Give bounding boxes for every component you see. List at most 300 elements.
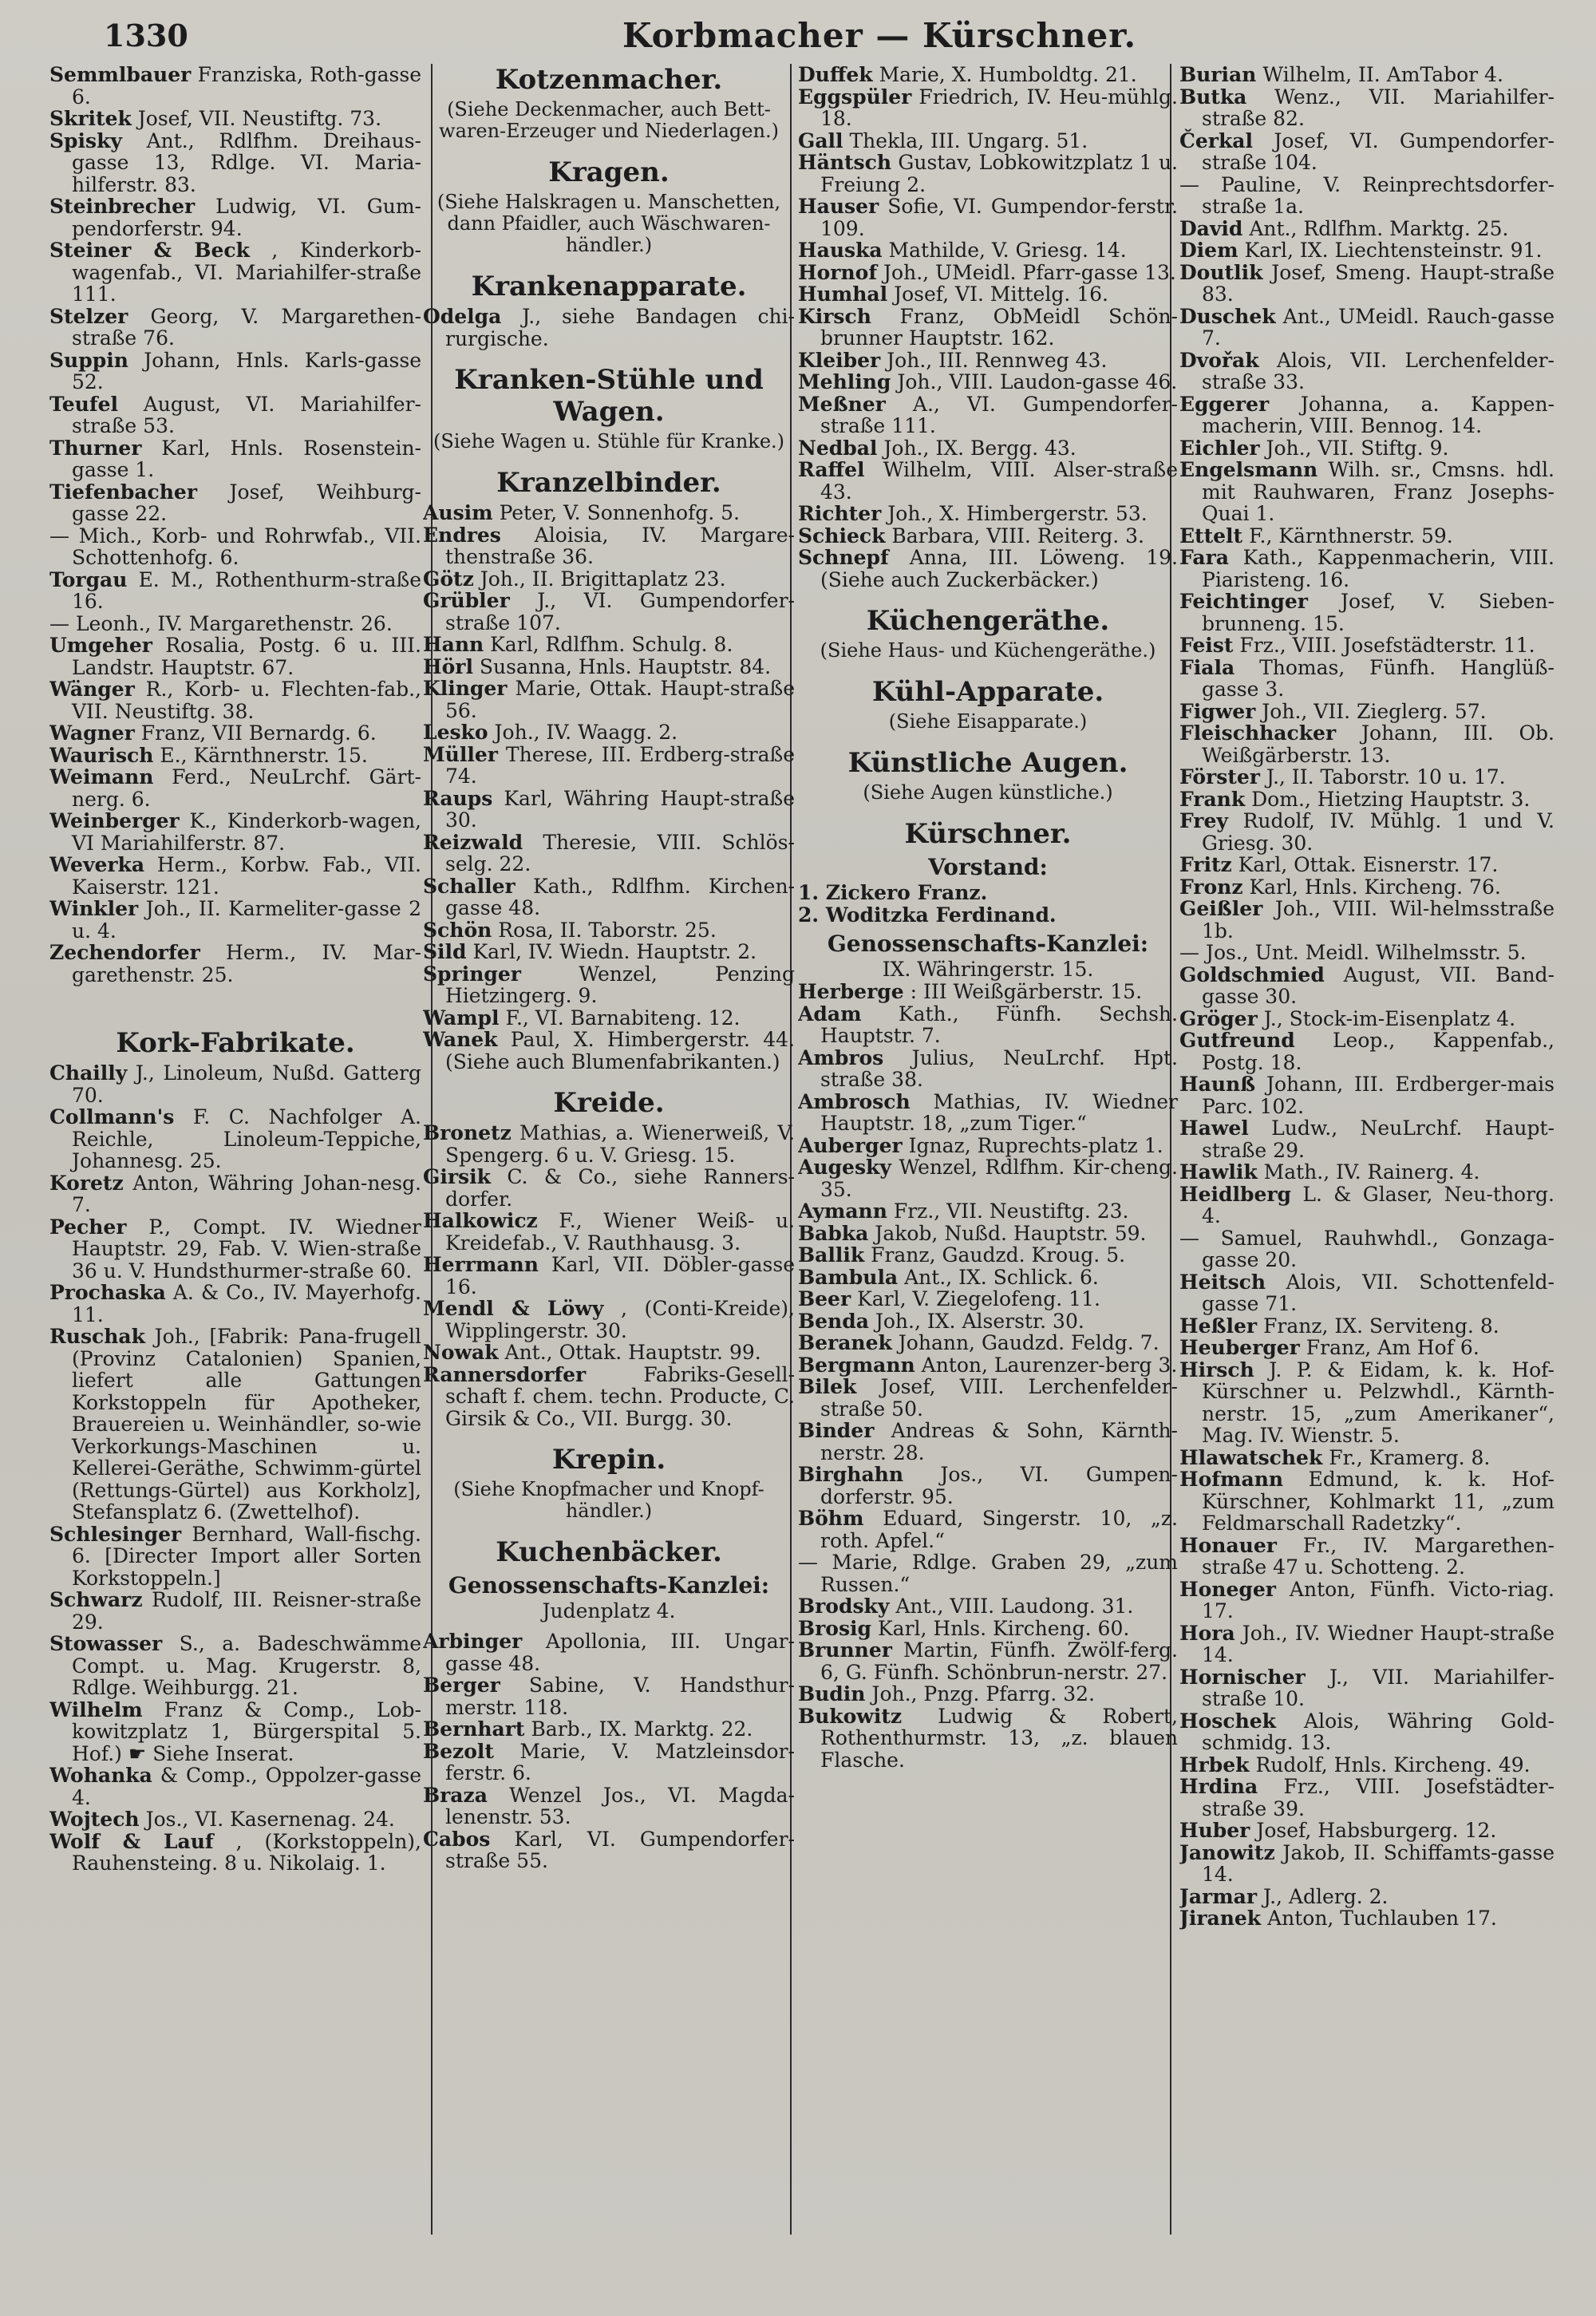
entry-name: Pecher <box>49 1215 127 1239</box>
entry-details: Aloisia, IV. Margare-thenstraße 36. <box>445 523 795 568</box>
entry-name: Wolf & Lauf <box>49 1829 214 1853</box>
directory-entry <box>1179 1776 1555 1820</box>
entry-details: R., Korb- u. Flechten-fab., VII. Neustiftg. 38. <box>72 678 421 723</box>
entry-name: Thurner <box>49 436 142 460</box>
directory-entry <box>49 239 421 306</box>
entry-name: Förster <box>1179 765 1260 788</box>
entry-list <box>798 981 1178 1771</box>
entry-name: Janowitz <box>1179 1840 1275 1864</box>
entry-name: Heuberger <box>1179 1336 1300 1359</box>
entry-name: Frey <box>1179 809 1228 832</box>
entry-name: Schlesinger <box>49 1522 182 1546</box>
entry-details: , (Korkstoppeln), Rauhensteing. 8 u. Nikolaig. 1. <box>72 1829 421 1875</box>
entry-name: Tiefenbacher <box>49 480 197 504</box>
directory-entry <box>1179 1710 1555 1754</box>
directory-entry <box>1179 1030 1555 1073</box>
directory-entry <box>49 1589 421 1633</box>
entry-details: Herm., IV. Mar-garethenstr. 25. <box>72 941 421 986</box>
directory-entry <box>1179 1468 1555 1535</box>
section-heading: Künstliche Augen. <box>847 747 1128 779</box>
directory-entry <box>1179 1337 1555 1359</box>
section-note: (Siehe Knopfmacher und Knopf-händler.) <box>453 1478 764 1522</box>
entry-name: Haunß <box>1179 1073 1256 1096</box>
entry-name: Augesky <box>798 1156 891 1179</box>
directory-entry <box>423 502 795 524</box>
entry-name: Steiner & Beck <box>49 239 250 262</box>
entry-details: Leop., Kappenfab., Postg. 18. <box>1202 1029 1555 1074</box>
entry-name: Babka <box>798 1221 869 1245</box>
entry-details: Joh., Pnzg. Pfarrg. 32. <box>871 1682 1095 1705</box>
directory-entry <box>49 854 421 898</box>
entry-details: Georg, V. Margarethen-straße 76. <box>72 304 421 350</box>
entry-name: Sild <box>423 940 467 963</box>
directory-entry <box>423 1007 795 1030</box>
entry-name: Binder <box>798 1419 875 1442</box>
entry-details: Johann, III. Erdberger-mais Parc. 102. <box>1202 1073 1555 1118</box>
entry-details: — Leonh., IV. Margarethenstr. 26. <box>49 611 393 635</box>
directory-entry <box>798 547 1178 591</box>
directory-entry <box>49 1699 421 1765</box>
entry-name: Götz <box>423 567 474 591</box>
entry-details: Wenz., VII. Mariahilfer-straße 82. <box>1202 85 1555 130</box>
directory-entry <box>798 196 1178 239</box>
section-heading: Kork-Fabrikate. <box>116 1027 355 1059</box>
entry-name: Schnepf <box>798 546 889 569</box>
directory-entry <box>1179 657 1555 701</box>
entry-details: J., Adlerg. 2. <box>1262 1884 1389 1908</box>
entry-details: Rosa, II. Taborstr. 25. <box>498 918 717 942</box>
entry-name: Endres <box>423 523 501 547</box>
entry-name: Prochaska <box>49 1281 166 1304</box>
entry-name: Hrbek <box>1179 1753 1250 1777</box>
directory-entry <box>423 832 795 875</box>
entry-name: Duschek <box>1179 304 1276 328</box>
entry-details: Joh., II. Brigittaplatz 23. <box>480 567 726 591</box>
section-address: Judenplatz 4. <box>542 1599 676 1622</box>
entry-name: Gröger <box>1179 1006 1258 1030</box>
entry-name: Kirsch <box>798 304 871 328</box>
directory-entry <box>798 1420 1178 1464</box>
entry-details: Frz., VII. Neustiftg. 23. <box>893 1199 1129 1223</box>
entry-name: Ettelt <box>1179 524 1243 547</box>
directory-entry <box>423 875 795 919</box>
entry-name: Schön <box>423 918 492 942</box>
entry-details: J., VI. Gumpendorfer-straße 107. <box>445 589 795 634</box>
entry-name: Collmann's <box>49 1105 175 1128</box>
entry-details: Anton, Währing Johan-nesg. 7. <box>72 1171 421 1216</box>
entry-name: Mendl & Löwy <box>423 1297 604 1320</box>
entry-name: Ausim <box>423 501 493 524</box>
entry-details: J., II. Taborstr. 10 u. 17. <box>1266 765 1506 788</box>
entry-name: Bukowitz <box>798 1704 903 1728</box>
directory-entry <box>1179 942 1555 964</box>
entry-name: Wagner <box>49 721 135 745</box>
entry-details: Johann, Gaudzd. Feldg. 7. <box>898 1331 1159 1354</box>
entry-details: Peter, V. Sonnenhofg. 5. <box>499 501 741 524</box>
entry-details: Joh., IX. Bergg. 43. <box>883 436 1077 460</box>
section-address: IX. Währingerstr. 15. <box>882 958 1094 981</box>
section-heading: Kreide. <box>553 1087 665 1119</box>
entry-details: Rudolf, IV. Mühlg. 1 und V. Griesg. 30. <box>1202 809 1555 855</box>
entry-details: Frz., VIII. Josefstädterstr. 11. <box>1239 634 1535 657</box>
section-heading: Kranzelbinder. <box>496 467 721 499</box>
directory-entry <box>49 722 421 745</box>
entry-details: Susanna, Hnls. Hauptstr. 84. <box>479 654 772 678</box>
directory-entry <box>798 1135 1178 1157</box>
directory-entry <box>49 569 421 613</box>
directory-entry <box>1179 1271 1555 1315</box>
directory-entry <box>423 1630 795 1674</box>
entry-name: Wampl <box>423 1006 500 1030</box>
entry-details: P., Compt. IV. Wiedner Hauptstr. 29, Fab. V. Wien-straße 36 u. V. Hundsthurmer-straße 60. <box>72 1215 421 1282</box>
entry-details: Theresie, VIII. Schlös-selg. 22. <box>445 830 795 875</box>
entry-details: Mathilde, V. Griesg. 14. <box>888 239 1127 262</box>
entry-name: Müller <box>423 742 498 766</box>
directory-entry <box>798 1332 1178 1354</box>
entry-name: Gall <box>798 128 843 152</box>
entry-name: Figwer <box>1179 699 1256 723</box>
entry-details: Jakob, Nußd. Hauptstr. 59. <box>875 1221 1147 1245</box>
entry-name: Burian <box>1179 64 1257 86</box>
directory-entry <box>423 678 795 721</box>
entry-details: Ludwig & Robert, Rothenthurmstr. 13, „z. blauen Flasche. <box>820 1704 1178 1772</box>
entry-name: Hörl <box>423 654 473 678</box>
entry-name: Girsik <box>423 1165 491 1188</box>
directory-entry <box>1179 1073 1555 1117</box>
entry-name: Jarmar <box>1179 1884 1258 1908</box>
entry-details: Joh., IV. Wiedner Haupt-straße 14. <box>1202 1621 1555 1666</box>
entry-name: Braza <box>423 1783 488 1807</box>
section-note: (Siehe Halskragen u. Manschetten, dann Pfaidler, auch Wäschwaren-händler.) <box>437 191 781 256</box>
entry-name: Schaller <box>423 874 516 898</box>
directory-entry <box>49 678 421 722</box>
entry-details: Herm., Korbw. Fab., VII. Kaiserstr. 121. <box>72 853 421 899</box>
directory-entry <box>1179 788 1555 811</box>
section-note: (Siehe Deckenmacher, auch Bett-waren-Erzeuger und Niederlagen.) <box>439 98 779 142</box>
entry-name: Hlawatschek <box>1179 1445 1323 1469</box>
entry-details: Joh., VII. Stiftg. 9. <box>1266 436 1449 460</box>
directory-entry <box>1179 1184 1555 1227</box>
entry-details: Wilhelm, II. AmTabor 4. <box>1262 64 1503 86</box>
directory-entry <box>1179 876 1555 899</box>
entry-details: Karl, Ottak. Eisnerstr. 17. <box>1238 853 1499 876</box>
entry-name: Heidlberg <box>1179 1182 1292 1206</box>
directory-entry <box>49 525 421 569</box>
entry-name: Wanek <box>423 1028 498 1051</box>
directory-entry <box>49 1831 421 1875</box>
directory-entry <box>1179 459 1555 525</box>
entry-details: Joh., III. Rennweg 43. <box>887 348 1108 372</box>
entry-details: Josef, Weihburg-gasse 22. <box>72 480 421 525</box>
entry-details: Wilh. sr., Cmsns. hdl. mit Rauhwaren, Franz Josephs-Quai 1. <box>1202 458 1555 525</box>
entry-name: Doutlik <box>1179 260 1263 284</box>
directory-entry <box>423 1741 795 1784</box>
entry-details: A., VI. Gumpendorfer-straße 111. <box>820 392 1178 437</box>
entry-name: Hornischer <box>1179 1665 1306 1689</box>
directory-entry <box>798 350 1178 372</box>
directory-entry <box>798 393 1178 437</box>
entry-details: Apollonia, III. Ungar-gasse 48. <box>445 1630 795 1675</box>
entry-details: E. M., Rothenthurm-straße 16. <box>72 567 421 613</box>
entry-details: Jos., VI. Gumpen-dorferstr. 95. <box>820 1463 1178 1508</box>
directory-entry <box>798 437 1178 460</box>
entry-details: Kath., Rdlfhm. Kirchen-gasse 48. <box>445 874 795 919</box>
directory-entry <box>1179 306 1555 350</box>
entry-name: Weverka <box>49 853 145 876</box>
entry-details: Ant., IX. Schlick. 6. <box>904 1265 1099 1289</box>
directory-entry <box>1179 766 1555 788</box>
entry-name: Ambrosch <box>798 1089 911 1113</box>
directory-entry <box>1179 393 1555 437</box>
entry-details: Karl, VII. Döbler-gasse 16. <box>445 1253 795 1298</box>
entry-details: Josef, Habsburgerg. 12. <box>1256 1819 1497 1842</box>
directory-entry <box>798 371 1178 393</box>
entry-details: — Pauline, V. Reinprechtsdorfer-straße 1a. <box>1179 172 1555 218</box>
directory-entry <box>423 1828 795 1872</box>
directory-entry <box>423 1298 795 1342</box>
entry-details: Franz, Gaudzd. Kroug. 5. <box>871 1243 1126 1267</box>
directory-entry <box>423 1784 795 1828</box>
entry-name: Bergmann <box>798 1353 915 1377</box>
entry-name: Umgeher <box>49 634 152 657</box>
entry-name: Torgau <box>49 567 128 591</box>
entry-name: Frank <box>1179 787 1246 811</box>
entry-details: Josef, V. Sieben-brunneng. 15. <box>1202 590 1555 635</box>
entry-details: Wenzel, Penzing Hietzingerg. 9. <box>445 962 795 1007</box>
entry-details: Bernhard, Wall-fischg. 6. [Directer Import aller Sorten Korkstoppeln.] <box>72 1522 421 1590</box>
directory-entry <box>798 1267 1178 1289</box>
entry-name: Spisky <box>49 128 122 152</box>
directory-entry <box>49 64 421 108</box>
directory-entry <box>49 1282 421 1326</box>
directory-entry <box>423 634 795 656</box>
entry-name: Raffel <box>798 458 865 481</box>
entry-name: Brunner <box>798 1638 892 1662</box>
entry-details: — Marie, Rdlge. Graben 29, „zum Russen.“ <box>798 1551 1178 1596</box>
directory-entry <box>49 1524 421 1590</box>
entry-details: Edmund, k. k. Hof-Kürschner, Kohlmarkt 11, „zum Feldmarschall Radetzky“. <box>1202 1468 1555 1535</box>
entry-details: Wenzel, Rdlfhm. Kir-cheng. 35. <box>820 1156 1178 1201</box>
entry-name: Skritek <box>49 107 132 130</box>
directory-entry <box>423 788 795 832</box>
section-note: (Siehe Wagen u. Stühle für Kranke.) <box>433 430 785 453</box>
directory-entry <box>798 1091 1178 1135</box>
directory-entry <box>49 766 421 810</box>
entry-details: L. & Glaser, Neu-thorg. 4. <box>1202 1182 1555 1227</box>
entry-details: Fr., IV. Margarethen-straße 47 u. Schotteng. 2. <box>1202 1533 1555 1579</box>
entry-details: E., Kärnthnerstr. 15. <box>160 743 368 767</box>
entry-name: Beranek <box>798 1331 892 1354</box>
directory-entry <box>423 1254 795 1298</box>
entry-details: Josef, Smeng. Haupt-straße 83. <box>1202 260 1555 306</box>
entry-list <box>1179 64 1555 1930</box>
entry-list <box>423 306 795 350</box>
directory-entry <box>1179 547 1555 591</box>
column-4 <box>1179 64 1555 2298</box>
entry-details: Jos., VI. Kasernenag. 24. <box>145 1808 395 1831</box>
entry-name: Hoschek <box>1179 1709 1276 1733</box>
entry-name: Semmlbauer <box>49 64 192 86</box>
directory-entry <box>798 1003 1178 1047</box>
entry-details: Thomas, Fünfh. Hanglüß-gasse 3. <box>1202 655 1555 701</box>
entry-name: Hauska <box>798 239 883 262</box>
directory-entry <box>1179 898 1555 942</box>
entry-name: Eichler <box>1179 436 1260 460</box>
directory-entry <box>798 283 1178 306</box>
entry-name: Herberge <box>798 980 904 1003</box>
entry-name: Duffek <box>798 64 873 86</box>
directory-entry <box>1179 64 1555 86</box>
section-heading: Kuchenbäcker. <box>496 1536 722 1568</box>
directory-entry <box>1179 1842 1555 1886</box>
section-note: (Siehe Eisapparate.) <box>888 710 1088 733</box>
directory-entry <box>798 1200 1178 1223</box>
entry-details: Kath., Kappenmacherin, VIII. Piaristeng. 16. <box>1202 546 1555 591</box>
directory-entry <box>423 524 795 568</box>
directory-entry <box>49 1062 421 1106</box>
page-header <box>0 11 1596 59</box>
section-heading: Küchengeräthe. <box>866 605 1110 637</box>
entry-name: Gutfreund <box>1179 1029 1295 1052</box>
directory-entry <box>798 1223 1178 1245</box>
directory-entry <box>1179 810 1555 854</box>
directory-entry <box>798 1508 1178 1551</box>
entry-name: Klinger <box>423 677 508 700</box>
entry-details: Ignaz, Ruprechts-platz 1. <box>908 1133 1163 1157</box>
entry-name: Hofmann <box>1179 1468 1284 1491</box>
directory-entry <box>1179 701 1555 723</box>
entry-details: Anton, Fünfh. Victo-riag. 17. <box>1202 1577 1555 1622</box>
entry-name: Winkler <box>49 897 139 920</box>
entry-name: David <box>1179 216 1243 240</box>
directory-entry <box>423 568 795 591</box>
entry-details: K., Kinderkorb-wagen, VI Mariahilferstr. 87. <box>72 809 421 855</box>
entry-name: Fleischhacker <box>1179 721 1337 745</box>
directory-entry <box>423 963 795 1007</box>
entry-name: Bronetz <box>423 1121 512 1144</box>
entry-name: Rannersdorfer <box>423 1362 587 1386</box>
entry-details: C. & Co., siehe Ranners-dorfer. <box>445 1165 795 1211</box>
entry-name: Reizwald <box>423 830 523 854</box>
entry-name: Stowasser <box>49 1632 163 1655</box>
entry-details: Julius, NeuLrchf. Hpt. straße 38. <box>820 1045 1178 1091</box>
entry-details: Ant., VIII. Laudong. 31. <box>895 1595 1134 1618</box>
entry-name: Heitsch <box>1179 1270 1266 1294</box>
directory-entry <box>49 613 421 635</box>
entry-name: Hrdina <box>1179 1775 1258 1798</box>
entry-details: J., Stock-im-Eisenplatz 4. <box>1263 1006 1516 1030</box>
entry-name: Čerkal <box>1179 128 1253 152</box>
directory-entry <box>49 437 421 481</box>
directory-entry <box>1179 1359 1555 1447</box>
entry-name: Butka <box>1179 85 1247 109</box>
directory-entry <box>49 393 421 437</box>
entry-details: Johann, Hnls. Karls-gasse 52. <box>72 348 421 393</box>
entry-name: Aymann <box>798 1199 887 1223</box>
entry-name: Geißler <box>1179 897 1263 920</box>
entry-details: J., VII. Mariahilfer-straße 10. <box>1202 1665 1555 1710</box>
entry-name: Birghahn <box>798 1463 904 1486</box>
directory-entry <box>798 1618 1178 1640</box>
directory-entry <box>1179 1161 1555 1184</box>
entry-details: Joh., VIII. Laudon-gasse 46. <box>897 370 1178 393</box>
entry-details: Karl, Hnls. Kircheng. 76. <box>1249 875 1501 899</box>
directory-entry <box>423 656 795 678</box>
section-note: (Siehe Haus- und Küchengeräthe.) <box>820 639 1156 662</box>
entry-details: Ludw., NeuLrchf. Haupt-straße 29. <box>1202 1117 1555 1162</box>
entry-details: F., Kärnthnerstr. 59. <box>1249 524 1453 547</box>
entry-name: Häntsch <box>798 151 892 174</box>
directory-entry <box>798 262 1178 284</box>
entry-details: Joh., VII. Zieglerg. 57. <box>1262 699 1487 723</box>
entry-details: F., Wiener Weiß- u. Kreidefab., V. Rauthhausg. 3. <box>445 1209 795 1255</box>
directory-entry <box>798 1156 1178 1200</box>
entry-details: Rudolf, III. Reisner-straße 29. <box>72 1588 421 1634</box>
directory-entry <box>1179 1117 1555 1161</box>
board-member: 1. Zickero Franz. <box>798 881 988 904</box>
entry-details: Karl, IV. Wiedn. Hauptstr. 2. <box>472 940 757 963</box>
entry-details: Ant., Rdlfhm. Marktg. 25. <box>1249 216 1509 240</box>
section-heading: Kotzenmacher. <box>495 64 723 96</box>
directory-entry <box>798 1683 1178 1705</box>
entry-details: Eduard, Singerstr. 10, „z. roth. Apfel.“ <box>820 1507 1178 1552</box>
entry-name: Odelga <box>423 305 502 328</box>
directory-entry <box>1179 1227 1555 1271</box>
directory-entry <box>798 1595 1178 1618</box>
directory-entry <box>423 1166 795 1210</box>
entry-details: Marie, V. Matzleinsdor-ferstr. 6. <box>445 1739 795 1784</box>
entry-details: Karl, VI. Gumpendorfer-straße 55. <box>445 1827 795 1872</box>
section-subheading: Genossenschafts-Kanzlei: <box>448 1572 770 1599</box>
entry-list <box>423 1122 795 1429</box>
directory-entry <box>1179 1907 1555 1930</box>
entry-list <box>423 1630 795 1872</box>
directory-entry <box>1179 174 1555 218</box>
entry-list <box>49 1062 421 1875</box>
entry-details: Karl, V. Ziegelofeng. 11. <box>857 1287 1100 1310</box>
entry-details: Alois, VII. Schottenfeld-gasse 71. <box>1202 1270 1555 1315</box>
page-number: 1330 <box>104 18 188 53</box>
entry-details: Joh., II. Karmeliter-gasse 2 u. 4. <box>72 897 421 943</box>
entry-details: Ant., Rdlfhm. Dreihaus-gasse 13, Rdlge. VI. Maria-hilferstr. 83. <box>72 128 421 196</box>
entry-list <box>798 64 1178 591</box>
directory-entry <box>1179 1447 1555 1469</box>
entry-details: Barbara, VIII. Reiterg. 3. <box>891 524 1144 547</box>
entry-details: Anton, Tuchlauben 17. <box>1267 1907 1497 1930</box>
entry-name: Heßler <box>1179 1314 1258 1338</box>
entry-details: : III Weißgärberstr. 15. <box>910 980 1143 1003</box>
directory-entry <box>423 306 795 350</box>
entry-name: Diem <box>1179 239 1238 262</box>
entry-details: Josef, VI. Gumpendorfer-straße 104. <box>1202 128 1555 174</box>
entry-details: Therese, III. Erdberg-straße 74. <box>445 742 795 788</box>
directory-entry <box>49 1106 421 1172</box>
entry-details: Thekla, III. Ungarg. 51. <box>849 128 1088 152</box>
entry-name: Hann <box>423 633 484 656</box>
directory-entry <box>49 942 421 986</box>
entry-name: Bilek <box>798 1375 857 1398</box>
entry-details: Fr., Kramerg. 8. <box>1329 1445 1491 1469</box>
section-heading: Kragen. <box>548 156 670 188</box>
entry-details: Martin, Fünfh. Zwölf-ferg. 6, G. Fünfh. Schönbrun-nerstr. 27. <box>820 1638 1178 1684</box>
entry-name: Ruschak <box>49 1325 145 1348</box>
entry-name: Mehling <box>798 370 891 393</box>
entry-details: Ludwig, VI. Gum-pendorferstr. 94. <box>72 195 421 240</box>
section-subheading: Genossenschafts-Kanzlei: <box>827 931 1149 957</box>
entry-name: Brodsky <box>798 1595 890 1618</box>
directory-entry <box>423 1674 795 1718</box>
directory-entry <box>49 130 421 196</box>
